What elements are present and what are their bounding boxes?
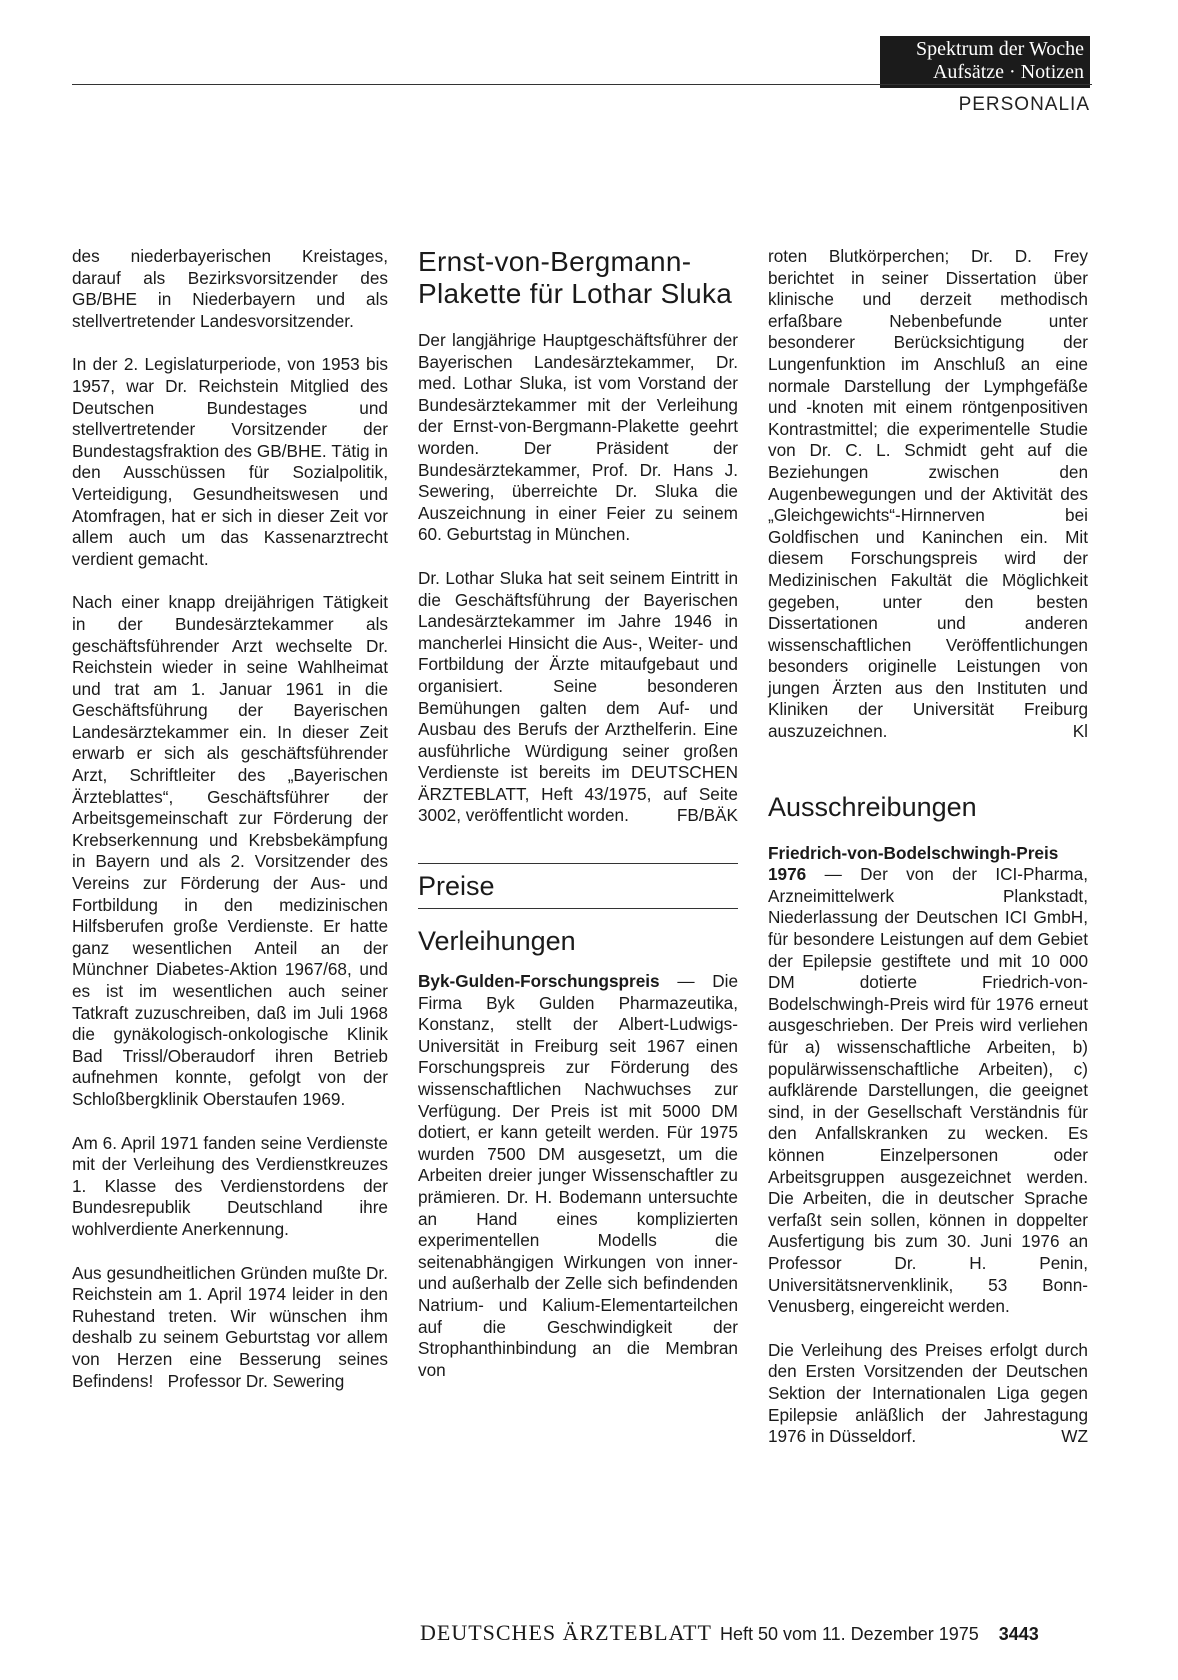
signature: Professor Dr. Sewering [167, 1370, 345, 1391]
paragraph: Der langjährige Hauptgeschäftsführer der Bayerischen Landesärztekammer, Dr. med. Lothar Sluka, ist vom Vorstand der Bundesärztekammer mit der Verleihung der Ernst-von-Bergmann-Plakette geehrt worden. Der Präsident der Bundesärztekammer, Prof. Dr. Hans J. Sewering, überreichte Dr. Sluka die Auszeichnung in einer Feier zu seinem 60. Geburtstag in München. [418, 330, 738, 545]
section-divider [418, 908, 738, 909]
column-1 [72, 246, 388, 1392]
header-rule [72, 84, 1092, 85]
section-divider [418, 863, 738, 864]
section-badge [880, 36, 1090, 88]
section-label: PERSONALIA [958, 94, 1090, 115]
signature: FB/BÄK [676, 805, 738, 826]
article-title: Ernst-von-Bergmann-Plakette für Lothar Sluka [418, 246, 733, 309]
paragraph: Nach einer knapp dreijährigen Tätigkeit in der Bundesärztekammer als geschäftsführender Arzt wechselte Dr. Reichstein wieder in seine Wahlheimat und trat am 1. Januar 1961 in die Geschäftsführung der Bayerischen Landesärztekammer ein. In dieser Zeit erwarb er sich als geschäftsführender Arzt, Schriftleiter des „Bayerischen Ärzteblattes“, Geschäftsführer der Arbeitsgemeinschaft zur Förderung der Krebserkennung und Krebsbekämpfung in Bayern und als 2. Vorsitzender des Vereins zur Förderung der Aus- und Fortbildung in den medizinischen Hilfsberufen große Verdienste. Er hatte ganz wesentlichen Anteil an der Münchner Diabetes-Aktion 1967/68, und es ist im wesentlichen auch seiner Tatkraft zuzuschreiben, daß im Juli 1968 die gynäkologisch-onkologische Klinik Bad Trissl/Oberaudorf ihren Betrieb aufnehmen konnte, gefolgt von der Schloßbergklinik Oberstaufen 1969. [72, 592, 388, 1109]
page-footer [420, 1620, 1100, 1646]
issue-info: Heft 50 vom 11. Dezember 1975 [719, 1624, 979, 1644]
paragraph [418, 568, 738, 827]
paragraph-lead: Friedrich-von-Bodelschwingh-Preis 1976 [768, 842, 1059, 885]
paragraph: In der 2. Legislaturperiode, von 1953 bis 1957, war Dr. Reichstein Mitglied des Deutschen Bundestages und stellvertretender Vorsitzender der Bundestagsfraktion des GB/BHE. Tätig in den Ausschüssen für Sozialpolitik, Verteidigung, Gesundheitswesen und Atomfragen, hat er sich in dieser Zeit vor allem auch um das Kassenarztrecht verdient gemacht. [72, 354, 388, 569]
paragraph: Am 6. April 1971 fanden seine Verdienste mit der Verleihung des Verdienstkreuzes 1. Klasse des Verdienstordens der Bundesrepublik Deutschland ihre wohlverdiente Anerkennung. [72, 1132, 388, 1239]
column-2 [418, 246, 738, 1381]
section-heading-ausschreibungen: Ausschreibungen [768, 791, 977, 822]
paragraph-text: Dr. Lothar Sluka hat seit seinem Eintritt in die Geschäftsführung der Bayerischen Landesärztekammer im Jahre 1946 in mancherlei Hinsicht die Aus-, Weiter- und Fortbildung der Ärzte mitaufgebaut und organisiert. Seine besonderen Bemühungen galten dem Auf- und Ausbau des Berufs der Arzthelferin. Eine ausführliche Würdigung seiner großen Verdienste ist bereits im DEUTSCHEN ÄRZTEBLATT, Heft 43/1975, auf Seite 3002, veröffentlicht worden. [418, 567, 738, 826]
paragraph-text: — Die Firma Byk Gulden Pharmazeutika, Konstanz, stellt der Albert-Ludwigs-Universität in Freiburg seit 1967 einen Forschungspreis zur Förderung des wissenschaftlichen Nachwuchses zur Verfügung. Der Preis ist mit 5000 DM dotiert, er kann geteilt werden. Für 1975 wurden 7500 DM ausgesetzt, um die Arbeiten dreier junger Wissenschaftler zu prämieren. Dr. H. Bodemann untersuchte an Hand eines komplizierten experimentellen Modells die seitenabhängigen Wirkungen von inner- und außerhalb der Zelle sich befindenden Natrium- und Kalium-Elementarteilchen auf die Geschwindigkeit der Strophanthinbindung an die Membran von [418, 971, 738, 1380]
paragraph [768, 1340, 1088, 1448]
paragraph-text: Aus gesundheitlichen Gründen mußte Dr. Reichstein am 1. April 1974 leider in den Ruhestand treten. Wir wünschen ihm deshalb zu seinem Geburtstag vor allem von Herzen eine Besserung seines Befindens! [72, 1262, 388, 1391]
badge-line-2: Aufsätze · Notizen [932, 61, 1084, 83]
paragraph [768, 246, 1088, 743]
paragraph-text: Die Verleihung des Preises erfolgt durch den Ersten Vorsitzenden der Deutschen Sektion der Internationalen Liga gegen Epilepsie anläßlich der Jahrestagung 1976 in Düsseldorf. [768, 1339, 1088, 1447]
section-heading-preise: Preise [418, 871, 495, 902]
paragraph-lead: Byk-Gulden-Forschungspreis [418, 971, 660, 992]
signature: WZ [1061, 1426, 1088, 1447]
paragraph-text: roten Blutkörperchen; Dr. D. Frey berichtet in seiner Dissertation über klinische und derzeit methodisch erfaßbare Nebenbefunde unter besonderer Berücksichtigung der Lungenfunktion im Anschluß an eine normale Darstellung der Lymphgefäße und -knoten mit einem röntgenpositiven Kontrastmittel; die experimentelle Studie von Dr. C. L. Schmidt geht auf die Beziehungen zwischen den Augenbewegungen und der Aktivität des „Gleichgewichts“-Hirnnerven bei Goldfischen und Kaninchen ein. Mit diesem Forschungspreis wird der Medizinischen Fakultät die Möglichkeit gegeben, unter den besten Dissertationen und anderen wissenschaftlichen Veröffentlichungen besonders originelle Leistungen von jungen Ärzten aus den Instituten und Kliniken der Universität Freiburg auszuzeichnen. [768, 246, 1088, 742]
badge-line-1: Spektrum der Woche [916, 38, 1084, 60]
signature: Kl [1072, 721, 1088, 742]
paragraph [72, 1263, 388, 1393]
paragraph [768, 843, 1088, 1318]
section-heading-verleihungen: Verleihungen [418, 926, 576, 957]
column-3 [768, 246, 1088, 1448]
paragraph-text: — Der von der ICI-Pharma, Arzneimittelwerk Plankstadt, Niederlassung der Deutschen ICI GmbH, für besondere Leistungen auf dem Gebiet der Epilepsie gestiftete und mit 10 000 DM dotierte Friedrich-von-Bodelschwingh-Preis wird für 1976 erneut ausgeschrieben. Der Preis wird verliehen für a) wissenschaftliche Arbeiten, b) populärwissenschaftliche Arbeiten), c) aufklärende Darstellungen, die geeignet sind, in der Gesellschaft Verständnis für den Anfallskranken zu wecken. Es können Einzelpersonen oder Arbeitsgruppen ausgezeichnet werden. Die Arbeiten, die in deutscher Sprache verfaßt sein sollen, können in doppelter Ausfertigung bis zum 30. Juni 1976 an Professor Dr. H. Penin, Universitätsnervenklinik, 53 Bonn-Venusberg, eingereicht werden. [768, 864, 1088, 1317]
paragraph [418, 971, 738, 1381]
journal-name: DEUTSCHES ÄRZTEBLATT [420, 1620, 712, 1645]
page-number: 3443 [998, 1624, 1039, 1644]
paragraph: des niederbayerischen Kreistages, darauf als Bezirksvorsitzender des GB/BHE in Niederbayern und als stellvertretender Landesvorsitzender. [72, 246, 388, 331]
